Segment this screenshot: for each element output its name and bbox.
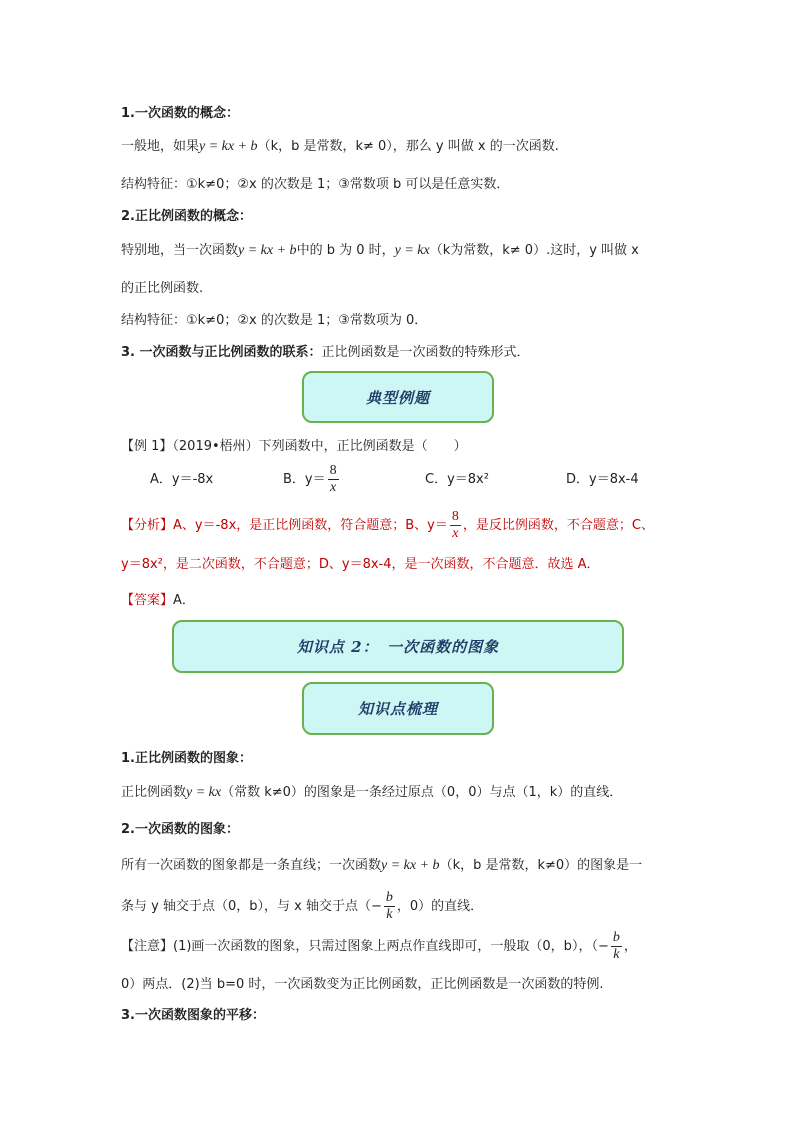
analysis-fraction-denominator: x <box>452 526 459 541</box>
formula-linear-3: y = kx + b <box>381 858 440 873</box>
analysis-text-1: A、y＝-8x，是正比例函数，符合题意；B、y＝ <box>173 518 448 533</box>
formula-linear: y = kx + b <box>199 139 258 154</box>
proportional-definition <box>121 241 639 261</box>
section-3-title: 3. 一次函数与正比例函数的联系： <box>121 345 322 360</box>
prop-text-a: 特别地，当一次函数 <box>121 243 239 258</box>
knowledge-review-banner: 知识点梳理 <box>302 682 494 735</box>
graph-1-text-a: 正比例函数 <box>121 785 187 800</box>
option-a: A．y＝-8x <box>150 472 214 487</box>
note-line-2: 0）两点．(2)当 b=0 时，一次函数变为正比例函数，正比例函数是一次函数的特例. <box>121 977 604 992</box>
option-b <box>283 459 341 501</box>
formula-proportional: y = kx <box>394 243 430 258</box>
prop-text-c: （k为常数，k≠ 0）.这时，y 叫做 x <box>429 243 639 258</box>
analysis-fraction-numerator: 8 <box>451 509 459 524</box>
graph-1-text-b: （常数 k≠0）的图象是一条经过原点（0，0）与点（1，k）的直线． <box>221 785 623 800</box>
linear-graph-text-1 <box>121 856 642 876</box>
linear-function-definition <box>121 137 559 157</box>
definition-text-b: （k，b 是常数，k≠ 0），那么 y 叫做 x 的一次函数. <box>257 139 559 154</box>
graph-2-text-d: ，0）的直线． <box>396 899 484 914</box>
fraction-b-numerator: b <box>385 890 393 905</box>
option-b-label: B．y＝ <box>283 472 326 487</box>
note-text-a: 【注意】(1)画一次函数的图象，只需过图象上两点作直线即可，一般取（0，b），（− <box>121 939 609 954</box>
proportional-structure-features: 结构特征：①k≠0；②x 的次数是 1；③常数项为 0． <box>121 313 428 328</box>
fraction-numerator: 8 <box>329 463 337 478</box>
proportional-graph-text <box>121 783 622 803</box>
option-d: D．y＝8x-4 <box>566 472 639 487</box>
section-3-text: 正比例函数是一次函数的特殊形式． <box>321 345 530 360</box>
analysis-text-2: ，是反比例函数，不合题意；C、 <box>462 518 654 533</box>
linear-structure-features: 结构特征：①k≠0；②x 的次数是 1；③常数项 b 可以是任意实数． <box>121 177 510 192</box>
typical-examples-banner: 典型例题 <box>302 371 494 423</box>
linear-graph-text-2 <box>121 886 483 928</box>
answer-line <box>121 591 195 611</box>
note-line-1 <box>121 926 637 968</box>
section-1-title: 1.一次函数的概念： <box>121 106 239 121</box>
analysis-fraction-8-over-x <box>450 509 461 542</box>
note-fraction-denominator: k <box>613 947 620 962</box>
fraction-denominator: x <box>330 480 337 495</box>
note-fraction-numerator: b <box>612 930 620 945</box>
analysis-line-2: y＝8x²，是二次函数，不合题意；D、y＝8x-4，是一次函数，不合题意．故选 A． <box>121 557 600 572</box>
graph-section-3-title: 3.一次函数图象的平移： <box>121 1008 265 1023</box>
example-1-question: 【例 1】（2019•梧州）下列函数中，正比例函数是（ ） <box>121 439 467 454</box>
section-2-title: 2.正比例函数的概念： <box>121 209 252 224</box>
option-c: C．y＝8x² <box>425 472 489 487</box>
note-text-b: ， <box>623 939 637 954</box>
fraction-8-over-x <box>328 463 339 496</box>
answer-tag: 【答案】 <box>121 593 174 608</box>
knowledge-point-2-banner: 知识点 2： 一次函数的图象 <box>172 620 624 673</box>
note-fraction-b-over-k <box>611 930 622 963</box>
graph-2-text-b: （k，b 是常数，k≠0）的图象是一 <box>439 858 643 873</box>
graph-section-1-title: 1.正比例函数的图象： <box>121 751 252 766</box>
section-3-relation <box>121 343 530 363</box>
graph-2-text-c: 条与 y 轴交于点（0，b），与 x 轴交于点（− <box>121 899 382 914</box>
prop-text-b: 中的 b 为 0 时， <box>296 243 395 258</box>
analysis-line-1 <box>121 505 654 547</box>
proportional-definition-cont: 的正比例函数. <box>121 281 204 296</box>
answer-value: A． <box>173 593 195 608</box>
definition-text-a: 一般地，如果 <box>121 139 200 154</box>
analysis-tag: 【分析】 <box>121 518 174 533</box>
fraction-k-denominator: k <box>386 907 393 922</box>
fraction-b-over-k <box>384 890 395 923</box>
graph-section-2-title: 2.一次函数的图象： <box>121 822 239 837</box>
graph-2-text-a: 所有一次函数的图象都是一条直线；一次函数 <box>121 858 382 873</box>
formula-proportional-2: y = kx <box>186 785 222 800</box>
formula-linear-2: y = kx + b <box>238 243 297 258</box>
